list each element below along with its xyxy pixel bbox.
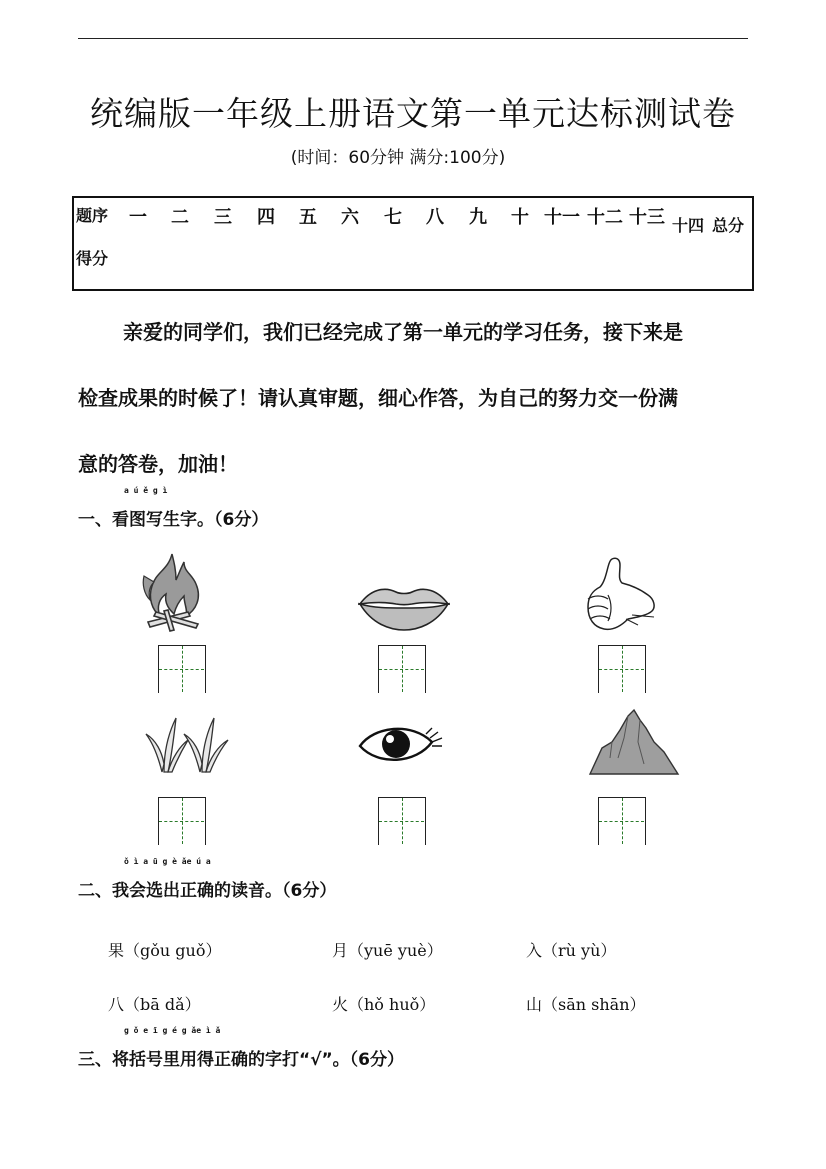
score-table-number: 十 [511, 207, 529, 228]
writing-grid-box[interactable] [598, 797, 646, 845]
pinyin-choice[interactable]: 火（hǒ huǒ） [332, 995, 436, 1014]
section-heading: 二、我会选出正确的读音。（6分） [78, 881, 337, 901]
score-table-number: 一 [129, 207, 147, 228]
eye-icon [356, 720, 444, 770]
writing-grid-box[interactable] [378, 797, 426, 845]
mouth-icon [356, 582, 452, 634]
pinyin-choice[interactable]: 月（yuē yuè） [332, 941, 443, 960]
score-table-number: 九 [469, 207, 487, 228]
pinyin-choice[interactable]: 果（gǒu guǒ） [108, 941, 222, 960]
section-heading: 一、看图写生字。（6分） [78, 510, 269, 530]
pinyin-choice[interactable]: 山（sān shān） [526, 995, 646, 1014]
writing-grid-box[interactable] [378, 645, 426, 693]
writing-grid-box[interactable] [598, 645, 646, 693]
score-table-number: 十三 [629, 207, 665, 228]
mountain-icon [588, 708, 680, 776]
score-table-number: 八 [426, 207, 444, 228]
score-table [72, 196, 754, 291]
score-table-number: 五 [299, 207, 317, 228]
score-table-number: 二 [171, 207, 189, 228]
score-table-number: 四 [257, 207, 275, 228]
page-subtitle: (时间：60分钟 满分:100分) [290, 148, 506, 168]
fire-icon [138, 550, 208, 632]
section-pinyin: g ǒ e ī g é g ǎe ì ǎ [124, 1026, 221, 1035]
page-title: 统编版一年级上册语文第一单元达标测试卷 [90, 94, 736, 133]
grass-icon [144, 712, 230, 774]
intro-line: 检查成果的时候了！请认真审题，细心作答，为自己的努力交一份满 [78, 386, 678, 410]
score-table-number: 十四 [672, 216, 705, 235]
score-table-number: 三 [214, 207, 232, 228]
writing-grid-box[interactable] [158, 797, 206, 845]
hand-icon [582, 555, 658, 633]
section-pinyin: a ú ě g ì [124, 486, 168, 495]
score-table-row-label: 题序 [76, 206, 109, 225]
score-table-total-label: 总分 [712, 216, 745, 235]
writing-grid-box[interactable] [158, 645, 206, 693]
score-table-score-label: 得分 [76, 249, 109, 268]
top-rule [78, 38, 748, 39]
score-table-number: 十一 [544, 207, 580, 228]
score-table-number: 十二 [587, 207, 623, 228]
score-table-number: 六 [341, 207, 359, 228]
intro-line: 亲爱的同学们，我们已经完成了第一单元的学习任务，接下来是 [123, 320, 683, 344]
pinyin-choice[interactable]: 八（bā dǎ） [108, 995, 201, 1014]
section-heading: 三、将括号里用得正确的字打“√”。（6分） [78, 1050, 405, 1070]
intro-line: 意的答卷，加油！ [78, 452, 238, 476]
score-table-number: 七 [384, 207, 402, 228]
section-pinyin: ǒ ì a ū g è ǎe ú a [124, 857, 211, 866]
pinyin-choice[interactable]: 入（rù yù） [526, 941, 617, 960]
